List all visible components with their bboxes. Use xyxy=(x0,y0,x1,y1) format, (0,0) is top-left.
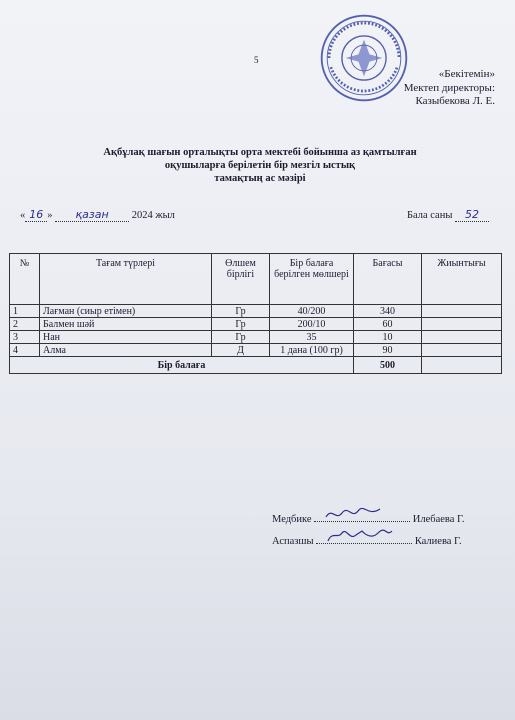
signature-name: Калиева Г. xyxy=(414,536,462,547)
title-line-1: Ақбұлақ шағын орталықты орта мектебі бойынша аз қамтылған xyxy=(103,147,417,158)
row-unit: Гр xyxy=(212,331,270,344)
title-line-3: тамақтың ас мәзірі xyxy=(214,173,306,184)
approval-heading: «Бекітемін» xyxy=(438,68,495,80)
row-unit: Гр xyxy=(212,318,270,331)
date-close-quote: » xyxy=(47,210,53,221)
row-dish: Нан xyxy=(40,331,212,344)
row-amount: 35 xyxy=(270,331,354,344)
row-dish: Балмен шәй xyxy=(40,318,212,331)
row-amount: 1 дана (100 гр) xyxy=(270,344,354,357)
row-number: 1 xyxy=(10,305,40,318)
header-dish: Тағам түрлері xyxy=(40,254,212,305)
date-month: қазан xyxy=(55,208,129,222)
approval-name: Казыбекова Л. Е. xyxy=(415,95,495,107)
approval-block xyxy=(404,68,495,109)
table-header-row xyxy=(10,254,502,305)
row-total xyxy=(422,331,502,344)
children-count-label: Бала саны xyxy=(406,210,453,221)
row-total xyxy=(422,344,502,357)
page-number: 5 xyxy=(254,55,259,65)
header-price: Бағасы xyxy=(354,254,422,305)
handwritten-signature-icon xyxy=(324,505,384,523)
children-count xyxy=(407,208,489,222)
signature-nurse xyxy=(272,511,465,525)
signature-line xyxy=(314,511,410,522)
children-count-value: 52 xyxy=(455,208,489,222)
date-line xyxy=(20,208,175,222)
date-year: 2024 жыл xyxy=(131,210,175,221)
approval-position: Мектеп директоры: xyxy=(403,81,495,94)
signature-role: Медбике xyxy=(272,514,312,525)
row-number: 3 xyxy=(10,331,40,344)
header-total: Жиынтығы xyxy=(422,254,502,305)
header-unit: Өлшем бірлігі xyxy=(212,254,270,305)
table-row xyxy=(10,344,502,357)
footer-value: 500 xyxy=(354,357,422,374)
table-row xyxy=(10,331,502,344)
table-row xyxy=(10,318,502,331)
footer-label: Бір балаға xyxy=(10,357,354,374)
row-price: 340 xyxy=(354,305,422,318)
title-line-2: оқушыларға берілетін бір мезгіл ыстық xyxy=(164,160,356,171)
date-open-quote: « xyxy=(20,210,26,221)
row-amount: 200/10 xyxy=(270,318,354,331)
signature-line xyxy=(316,533,412,544)
row-total xyxy=(422,318,502,331)
document-title xyxy=(40,146,480,185)
footer-total xyxy=(422,357,502,374)
row-amount: 40/200 xyxy=(270,305,354,318)
menu-table xyxy=(9,253,502,374)
handwritten-signature-icon xyxy=(326,527,396,545)
table-footer-row xyxy=(10,357,502,374)
official-seal-icon xyxy=(318,12,410,104)
row-number: 4 xyxy=(10,344,40,357)
signature-cook xyxy=(272,533,462,547)
table-row xyxy=(10,305,502,318)
row-unit: Д xyxy=(212,344,270,357)
header-amount: Бір балаға берілген мөлшері xyxy=(270,254,354,305)
signature-role: Аспазшы xyxy=(272,536,314,547)
row-dish: Алма xyxy=(40,344,212,357)
row-dish: Лағман (сиыр етімен) xyxy=(40,305,212,318)
row-number: 2 xyxy=(10,318,40,331)
row-price: 10 xyxy=(354,331,422,344)
row-price: 60 xyxy=(354,318,422,331)
row-total xyxy=(422,305,502,318)
row-unit: Гр xyxy=(212,305,270,318)
header-number: № xyxy=(10,254,40,305)
date-day: 16 xyxy=(25,208,47,222)
row-price: 90 xyxy=(354,344,422,357)
signature-name: Илебаева Г. xyxy=(412,514,465,525)
